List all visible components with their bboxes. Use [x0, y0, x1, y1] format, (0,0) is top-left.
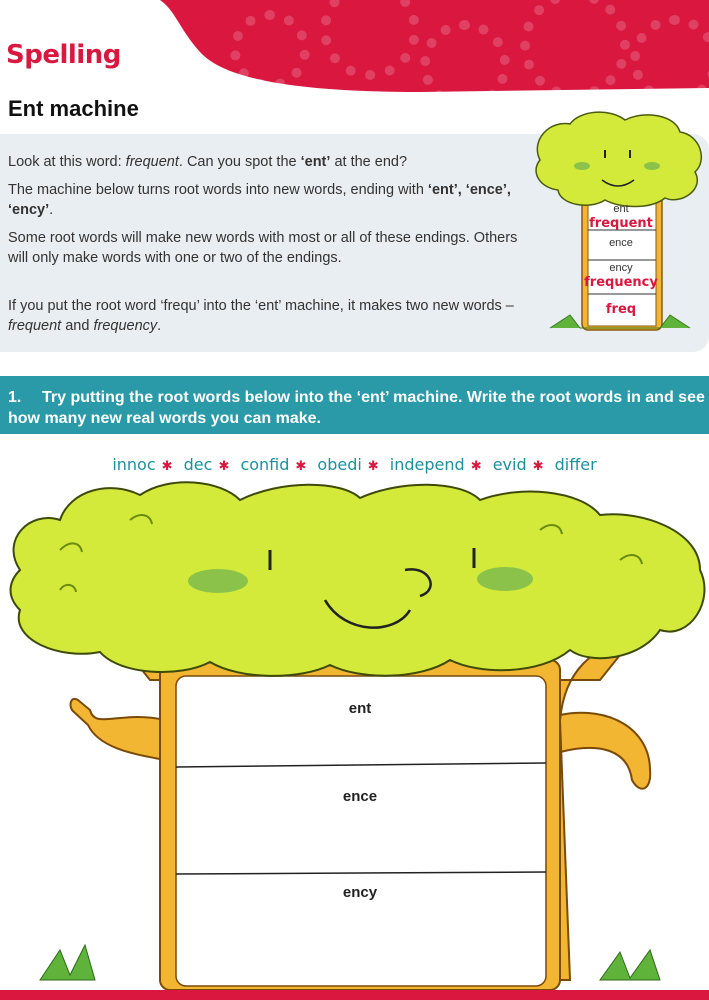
- example-label-ence: ence: [609, 237, 633, 249]
- root-word: differ: [554, 455, 597, 474]
- example-word-frequent: frequent: [589, 216, 653, 231]
- example-root-freq: freq: [605, 302, 637, 317]
- root-word: evid: [492, 455, 527, 474]
- example-label-ency: ency: [609, 262, 633, 274]
- task-instruction: [8, 387, 708, 429]
- separator-star-icon: ✱: [532, 459, 544, 474]
- bottom-strip: [0, 990, 709, 1000]
- separator-star-icon: ✱: [218, 459, 230, 474]
- task-text: Try putting the root words below into the ‘ent’ machine. Write the root words in and see how many new real words you can make.: [8, 389, 705, 427]
- machine-label-ent: ent: [348, 700, 372, 717]
- root-word: dec: [183, 455, 213, 474]
- page-title: Ent machine: [8, 96, 139, 121]
- intro-paragraph-4: If you put the root word ‘frequ’ into the ‘ent’ machine, it makes two new words – frequent and frequency.: [8, 298, 514, 334]
- machine-label-ence: ence: [342, 788, 378, 805]
- section-label: Spelling: [6, 40, 121, 70]
- task-number: 1.: [8, 389, 22, 406]
- root-words-list: [0, 455, 709, 474]
- root-word: independ: [389, 455, 465, 474]
- intro-paragraph-2: The machine below turns root words into new words, ending with ‘ent’, ‘ence’, ‘ency’.: [8, 182, 511, 218]
- root-word: innoc: [112, 455, 156, 474]
- root-word: confid: [240, 455, 290, 474]
- machine-label-ency: ency: [342, 884, 378, 901]
- separator-star-icon: ✱: [161, 459, 173, 474]
- separator-star-icon: ✱: [470, 459, 482, 474]
- intro-paragraph-3: Some root words will make new words with most or all of these endings. Others will only make words with one or two of the endings.: [8, 230, 518, 266]
- intro-paragraph-1: Look at this word: frequent. Can you spot the ‘ent’ at the end?: [8, 154, 408, 170]
- root-word: obedi: [317, 455, 362, 474]
- example-label-ent: ent: [613, 203, 629, 215]
- example-word-frequency: frequency: [584, 275, 658, 290]
- separator-star-icon: ✱: [367, 459, 379, 474]
- separator-star-icon: ✱: [295, 459, 307, 474]
- ent-machine-tree: [0, 480, 709, 1000]
